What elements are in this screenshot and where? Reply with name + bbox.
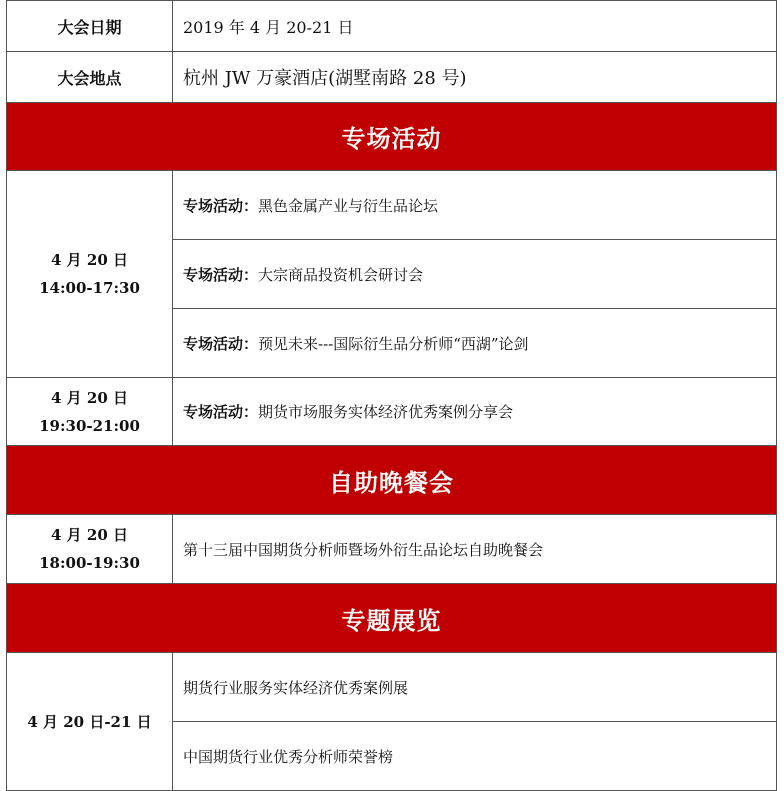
special-item-3 [173, 309, 777, 378]
venue-row [7, 52, 777, 103]
venue-label: 大会地点 [7, 52, 173, 103]
special-item-2-prefix: 专场活动： [183, 265, 259, 284]
dinner-item: 第十三届中国期货分析师暨场外衍生品论坛自助晚餐会 [173, 515, 777, 584]
special-item-4-prefix: 专场活动： [183, 403, 259, 421]
special-block2-date: 4 月 20 日 [51, 388, 128, 407]
special-item-2 [173, 240, 777, 309]
exhibit-item-1: 期货行业服务实体经济优秀案例展 [173, 653, 777, 722]
section-title-special: 专场活动 [7, 103, 777, 171]
special-row-4 [7, 378, 777, 446]
special-block1-date: 4 月 20 日 [51, 251, 128, 269]
special-block1-hours: 14:00-17:30 [39, 279, 140, 297]
special-item-2-text: 大宗商品投资机会研讨会 [258, 265, 424, 284]
venue-value: 杭州 JW 万豪酒店(湖墅南路 28 号) [173, 52, 777, 103]
section-header-special [7, 103, 777, 171]
date-label: 大会日期 [7, 1, 173, 52]
dinner-date: 4 月 20 日 [51, 526, 128, 544]
section-title-exhibit: 专题展览 [7, 584, 777, 653]
special-item-1-text: 黑色金属产业与衍生品论坛 [258, 196, 439, 215]
special-item-4 [173, 378, 777, 446]
section-header-exhibit [7, 584, 777, 653]
special-block1-time [7, 171, 173, 378]
special-item-4-text: 期货市场服务实体经济优秀案例分享会 [258, 403, 514, 421]
special-item-1-prefix: 专场活动： [183, 196, 259, 215]
exhibit-row-1 [7, 653, 777, 722]
schedule-table [6, 0, 777, 791]
exhibit-date: 4 月 20 日-21 日 [7, 653, 173, 791]
date-row [7, 1, 777, 52]
special-item-3-prefix: 专场活动： [183, 334, 259, 353]
dinner-time [7, 515, 173, 584]
special-block2-hours: 19:30-21:00 [39, 416, 140, 435]
dinner-row [7, 515, 777, 584]
section-header-dinner [7, 446, 777, 515]
special-row-1 [7, 171, 777, 240]
dinner-hours: 18:00-19:30 [39, 554, 140, 572]
exhibit-item-2: 中国期货行业优秀分析师荣誉榜 [173, 722, 777, 791]
date-value: 2019 年 4 月 20-21 日 [173, 1, 777, 52]
section-title-dinner: 自助晚餐会 [7, 446, 777, 515]
special-item-3-text: 预见未来---国际衍生品分析师“西湖”论剑 [258, 334, 529, 353]
special-item-1 [173, 171, 777, 240]
special-block2-time [7, 378, 173, 446]
